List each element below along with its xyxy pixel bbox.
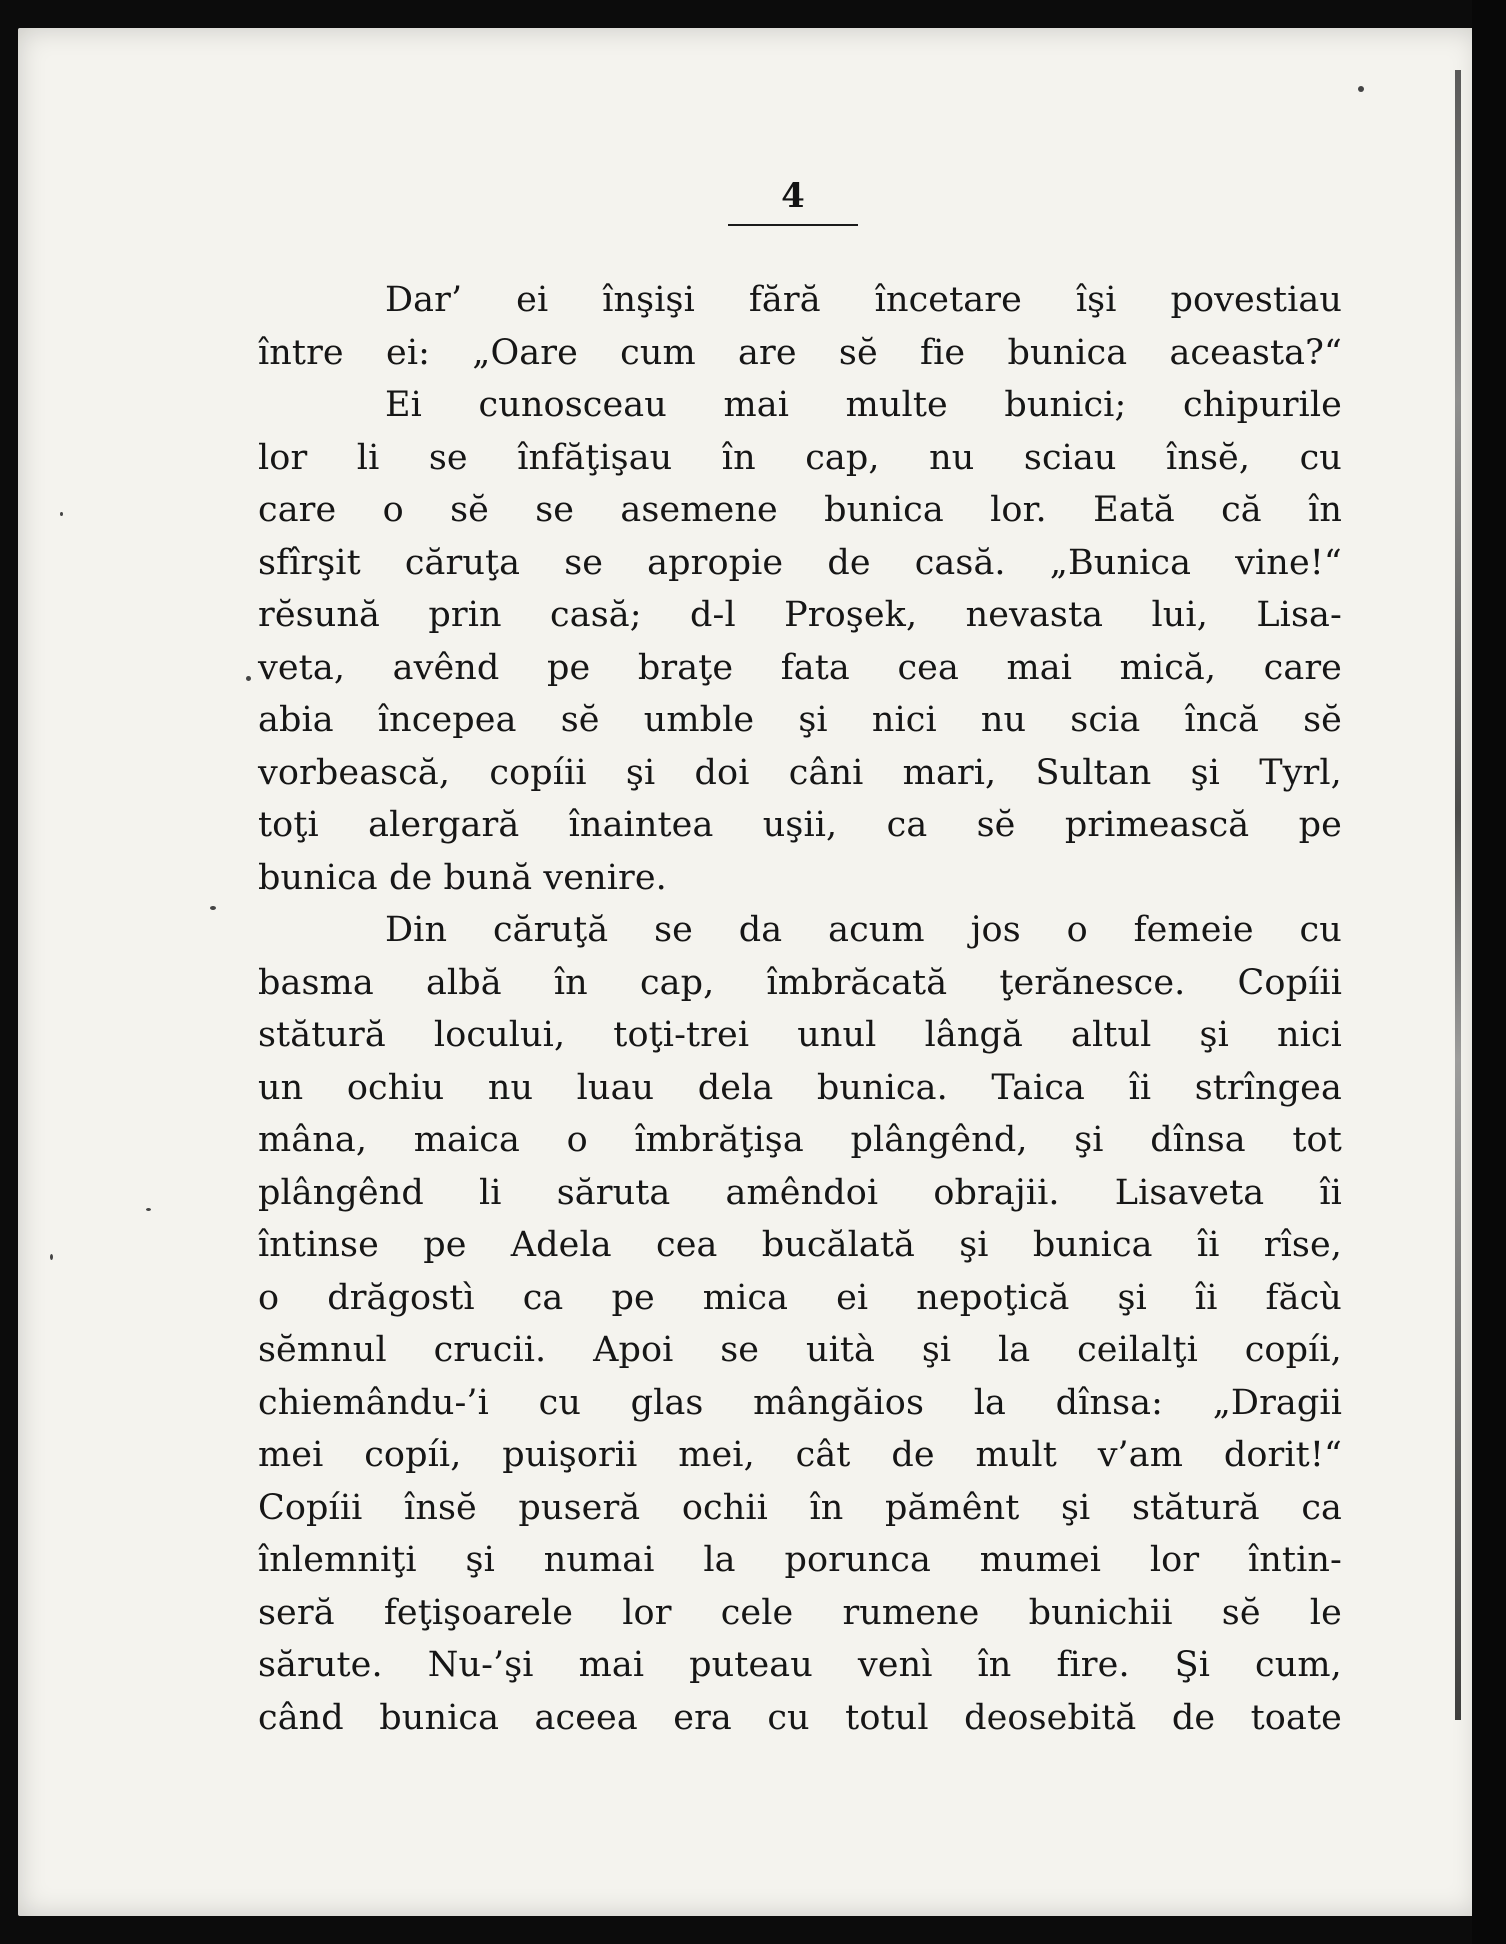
text-line <box>258 1330 1342 1383</box>
word: o <box>1066 910 1088 950</box>
word: Lisa- <box>1256 595 1342 635</box>
word: veta, <box>258 647 346 688</box>
body-text <box>258 280 1342 1750</box>
word: sĕ <box>1221 1592 1261 1633</box>
ink-speck <box>50 1254 53 1260</box>
word: ochii <box>681 1487 768 1528</box>
word: în <box>721 437 756 478</box>
word: dînsa: <box>1055 1382 1164 1423</box>
word: bunichii <box>1028 1592 1173 1633</box>
word: se <box>428 437 468 478</box>
word: mult <box>975 1435 1057 1475</box>
word: îi <box>1128 1067 1152 1108</box>
word: încă <box>1184 700 1260 740</box>
word: toate <box>1250 1697 1342 1738</box>
word: toţi-trei <box>613 1015 750 1055</box>
word: rumene <box>842 1592 980 1633</box>
word: mâna, <box>258 1120 368 1160</box>
word: lângă <box>924 1015 1023 1055</box>
word: braţe <box>637 647 734 688</box>
word: între <box>258 332 344 373</box>
text-line <box>258 1173 1342 1226</box>
text-line <box>258 385 1342 438</box>
text-line <box>258 805 1342 858</box>
word: lor <box>1149 1540 1200 1580</box>
word: doi <box>694 752 750 793</box>
word: luau <box>576 1067 655 1108</box>
word: Adela <box>510 1225 612 1265</box>
word: fie <box>920 332 966 373</box>
word: sĕ <box>560 700 600 740</box>
word: ei: <box>386 332 430 373</box>
word: mica <box>702 1277 789 1318</box>
word: alergară <box>368 805 520 845</box>
page-number: 4 <box>781 176 805 216</box>
text-line <box>258 1015 1342 1068</box>
word: dela <box>697 1067 774 1108</box>
word: venì <box>857 1645 933 1685</box>
word: lor. <box>990 490 1047 530</box>
word: căruţa <box>404 542 521 583</box>
word: abia <box>258 700 334 740</box>
word: în <box>977 1645 1012 1685</box>
word: o <box>566 1120 588 1160</box>
text-line <box>258 1435 1342 1488</box>
word: înşişi <box>602 280 695 320</box>
word: avênd <box>392 647 500 688</box>
word: femeie <box>1133 910 1254 950</box>
word: copíii <box>489 752 587 793</box>
word: cu <box>1299 437 1342 478</box>
word: jos <box>970 910 1021 950</box>
word: însĕ, <box>1166 437 1251 478</box>
word: cap, <box>805 437 880 478</box>
text-line <box>258 438 1342 491</box>
word: sĕmnul <box>258 1330 387 1370</box>
word: seră <box>258 1592 335 1633</box>
word: de <box>891 1435 935 1475</box>
word: nici <box>871 700 937 740</box>
text-line <box>258 753 1342 806</box>
text-line <box>258 858 1342 911</box>
word: li <box>356 437 380 478</box>
ink-speck <box>1358 86 1364 92</box>
word: bunici; <box>1004 385 1127 425</box>
text-line <box>258 1698 1342 1751</box>
word: când <box>258 1697 344 1738</box>
word: vine!“ <box>1235 542 1342 583</box>
word: ca <box>886 805 928 845</box>
word: li <box>479 1172 502 1213</box>
word: uità <box>805 1330 876 1370</box>
word: scia <box>1070 700 1141 740</box>
word: la <box>998 1330 1031 1370</box>
word: şi <box>798 700 828 740</box>
word: sĕ <box>838 332 878 373</box>
word: îi <box>1196 1225 1220 1265</box>
word: sĕ <box>976 805 1016 845</box>
word: se <box>654 910 693 950</box>
word: lui, <box>1151 595 1208 635</box>
word: venire. <box>543 857 667 898</box>
word: Copíii <box>1237 962 1342 1003</box>
binding-edge-shadow <box>1455 70 1461 1720</box>
word: fire. <box>1056 1645 1130 1685</box>
word: şi <box>1190 752 1220 793</box>
ink-speck <box>246 676 251 681</box>
word: lor <box>258 437 308 478</box>
text-line <box>258 1278 1342 1331</box>
word: d-l <box>690 595 736 635</box>
ink-speck <box>60 512 63 516</box>
word: înlemniţi <box>258 1540 417 1580</box>
word: de <box>388 857 433 898</box>
word: Lisaveta <box>1114 1172 1265 1213</box>
word: numai <box>543 1540 655 1580</box>
word: Din <box>385 910 448 950</box>
word: de <box>827 542 871 583</box>
word: glas <box>630 1382 704 1423</box>
word: Eată <box>1093 490 1175 530</box>
word: drăgostì <box>327 1277 475 1318</box>
ink-speck <box>146 1208 151 1211</box>
text-line <box>258 963 1342 1016</box>
word: ochiu <box>346 1067 445 1108</box>
word: bunica <box>1032 1225 1153 1265</box>
word: mai <box>723 385 790 425</box>
word: îmbrăţişa <box>634 1120 804 1160</box>
word: sărute. <box>258 1645 383 1685</box>
word: Copíii <box>258 1487 363 1528</box>
word: mei <box>258 1435 324 1475</box>
text-line <box>258 700 1342 753</box>
text-line <box>258 1225 1342 1278</box>
word: Ei <box>385 385 422 425</box>
word: puişorii <box>502 1435 638 1475</box>
word: multe <box>845 385 948 425</box>
word: altul <box>1071 1015 1152 1055</box>
word: cum, <box>1255 1645 1342 1685</box>
word: nu <box>980 700 1027 740</box>
word: feţişoarele <box>383 1592 574 1633</box>
word: Sultan <box>1035 752 1152 793</box>
word: cum <box>620 332 696 373</box>
word: „Bunica <box>1049 542 1192 583</box>
word: acum <box>828 910 925 950</box>
word: rĕsună <box>258 595 380 635</box>
word: întin- <box>1247 1540 1342 1580</box>
word: era <box>673 1697 732 1738</box>
word: copíi, <box>364 1435 462 1475</box>
word: încetare <box>874 280 1022 320</box>
word: are <box>738 332 797 373</box>
text-line <box>258 1593 1342 1646</box>
word: îi <box>1194 1277 1218 1318</box>
word: lor <box>622 1592 672 1633</box>
text-line <box>258 490 1342 543</box>
word: care <box>258 490 337 530</box>
text-line <box>258 280 1342 333</box>
word: mari, <box>902 752 997 793</box>
word: înfăţişau <box>517 437 673 478</box>
word: mei, <box>678 1435 755 1475</box>
word: care <box>1263 647 1342 688</box>
word: bunica <box>1007 332 1128 373</box>
word: chiemându-’i <box>258 1382 489 1423</box>
word: bunica <box>258 857 378 898</box>
word: nepoţică <box>916 1277 1070 1318</box>
word: obrajii. <box>933 1172 1060 1213</box>
text-line <box>258 1488 1342 1541</box>
word: deosebită <box>964 1697 1137 1738</box>
word: nevasta <box>965 595 1104 635</box>
text-line <box>258 595 1342 648</box>
word: şi <box>1061 1487 1091 1528</box>
word: nici <box>1277 1015 1342 1055</box>
word: cunosceau <box>478 385 667 425</box>
text-line <box>258 1068 1342 1121</box>
word: sĕ <box>1303 700 1342 740</box>
word: se <box>535 490 575 530</box>
word: locului, <box>433 1015 566 1055</box>
word: nu <box>929 437 975 478</box>
word: şi <box>625 752 656 793</box>
word: aceasta?“ <box>1169 332 1342 373</box>
word: fără <box>748 280 821 320</box>
word: maica <box>413 1120 520 1160</box>
word: v’am <box>1097 1435 1184 1475</box>
word: cât <box>795 1435 851 1475</box>
word: Nu-’şi <box>427 1645 534 1685</box>
word: prin <box>428 595 502 635</box>
word: ei <box>516 280 549 320</box>
word: povestiau <box>1170 280 1342 320</box>
word: ca <box>1301 1487 1342 1528</box>
word: toţi <box>258 805 319 845</box>
word: cu <box>767 1697 810 1738</box>
word: bunica <box>824 490 944 530</box>
word: pe <box>1298 805 1342 845</box>
word: mângăios <box>753 1382 925 1423</box>
text-line <box>258 648 1342 701</box>
word: Şi <box>1174 1645 1211 1685</box>
word: uşii, <box>762 805 838 845</box>
word: o <box>258 1277 280 1318</box>
word: se <box>720 1330 760 1370</box>
word: bunica <box>379 1697 500 1738</box>
word: nu <box>487 1067 534 1108</box>
word: pe <box>611 1277 655 1318</box>
word: îi <box>1319 1172 1342 1213</box>
word: aceea <box>534 1697 638 1738</box>
word: cap, <box>639 962 715 1003</box>
word: Proşek, <box>784 595 918 635</box>
word: bunica. <box>816 1067 948 1108</box>
word: făcù <box>1265 1277 1342 1318</box>
word: începea <box>377 700 517 740</box>
word: bucălată <box>761 1225 915 1265</box>
word: căruţă <box>492 910 609 950</box>
word: vorbească, <box>258 752 451 793</box>
word: cea <box>897 647 959 688</box>
word: mumei <box>979 1540 1102 1580</box>
word: şi <box>921 1330 952 1370</box>
word: mai <box>578 1645 645 1685</box>
word: fata <box>780 647 850 688</box>
word: ca <box>522 1277 564 1318</box>
dark-scan-border <box>1472 0 1506 1944</box>
word: puteau <box>689 1645 813 1685</box>
word: însĕ <box>404 1487 477 1528</box>
word: asemene <box>620 490 778 530</box>
word: îşi <box>1075 280 1117 320</box>
word: bună <box>443 857 533 898</box>
word: cea <box>656 1225 718 1265</box>
word: casă; <box>550 595 642 635</box>
word: şi <box>1117 1277 1147 1318</box>
word: Apoi <box>593 1330 674 1370</box>
text-line <box>258 1383 1342 1436</box>
text-line <box>258 333 1342 386</box>
text-line <box>258 543 1342 596</box>
word: primească <box>1064 805 1250 845</box>
word: copíi, <box>1244 1330 1342 1370</box>
word: amêndoi <box>725 1172 879 1213</box>
word: săruta <box>556 1172 671 1213</box>
word: tot <box>1292 1120 1342 1160</box>
word: şi <box>465 1540 495 1580</box>
word: Taica <box>991 1067 1086 1108</box>
word: în <box>553 962 588 1003</box>
word: dorit!“ <box>1223 1435 1342 1475</box>
word: le <box>1309 1592 1342 1633</box>
word: da <box>738 910 783 950</box>
word: Dar’ <box>385 280 463 320</box>
word: că <box>1221 490 1262 530</box>
word: şi <box>959 1225 989 1265</box>
word: în <box>809 1487 844 1528</box>
word: porunca <box>784 1540 931 1580</box>
word: basma <box>258 962 374 1003</box>
word: un <box>258 1067 304 1108</box>
word: umble <box>643 700 755 740</box>
word: ceilalţi <box>1077 1330 1198 1370</box>
word: înaintea <box>568 805 714 845</box>
word: cu <box>538 1382 581 1423</box>
word: „Oare <box>472 332 578 373</box>
word: pămênt <box>885 1487 1020 1528</box>
word: strîngea <box>1194 1067 1342 1108</box>
word: se <box>564 542 604 583</box>
word: crucii. <box>433 1330 547 1370</box>
word: cu <box>1299 910 1342 950</box>
word: puseră <box>518 1487 641 1528</box>
word: la <box>973 1382 1006 1423</box>
word: chipurile <box>1182 385 1342 425</box>
text-line <box>258 1540 1342 1593</box>
word: de <box>1171 1697 1216 1738</box>
word: sciau <box>1023 437 1117 478</box>
word: sĕ <box>450 490 489 530</box>
word: totul <box>845 1697 929 1738</box>
word: plângênd <box>258 1172 424 1213</box>
word: la <box>703 1540 736 1580</box>
word: dînsa <box>1150 1120 1246 1160</box>
word: plângênd, <box>850 1120 1028 1160</box>
word: şi <box>1199 1015 1229 1055</box>
word: pe <box>546 647 591 688</box>
text-line <box>258 1120 1342 1173</box>
word: albă <box>425 962 502 1003</box>
word: ţerănesce. <box>999 962 1186 1003</box>
word: şi <box>1074 1120 1104 1160</box>
word: mică, <box>1119 647 1217 688</box>
word: cele <box>720 1592 794 1633</box>
word: casă. <box>914 542 1006 583</box>
word: unul <box>797 1015 877 1055</box>
word: apropie <box>647 542 784 583</box>
page-number-rule <box>728 224 858 226</box>
word: sfîrşit <box>258 542 361 583</box>
word: Tyrl, <box>1259 752 1342 793</box>
text-line <box>258 910 1342 963</box>
word: ei <box>836 1277 869 1318</box>
word: întinse <box>258 1225 379 1265</box>
word: în <box>1308 490 1342 530</box>
word: rîse, <box>1263 1225 1342 1265</box>
word: o <box>382 490 404 530</box>
word: îmbrăcată <box>766 962 948 1003</box>
word: mai <box>1006 647 1073 688</box>
text-line <box>258 1645 1342 1698</box>
word: câni <box>788 752 864 793</box>
ink-speck <box>210 906 216 910</box>
word: „Dragii <box>1212 1382 1342 1423</box>
word: stătură <box>258 1015 386 1055</box>
word: pe <box>423 1225 467 1265</box>
word: stătură <box>1131 1487 1260 1528</box>
